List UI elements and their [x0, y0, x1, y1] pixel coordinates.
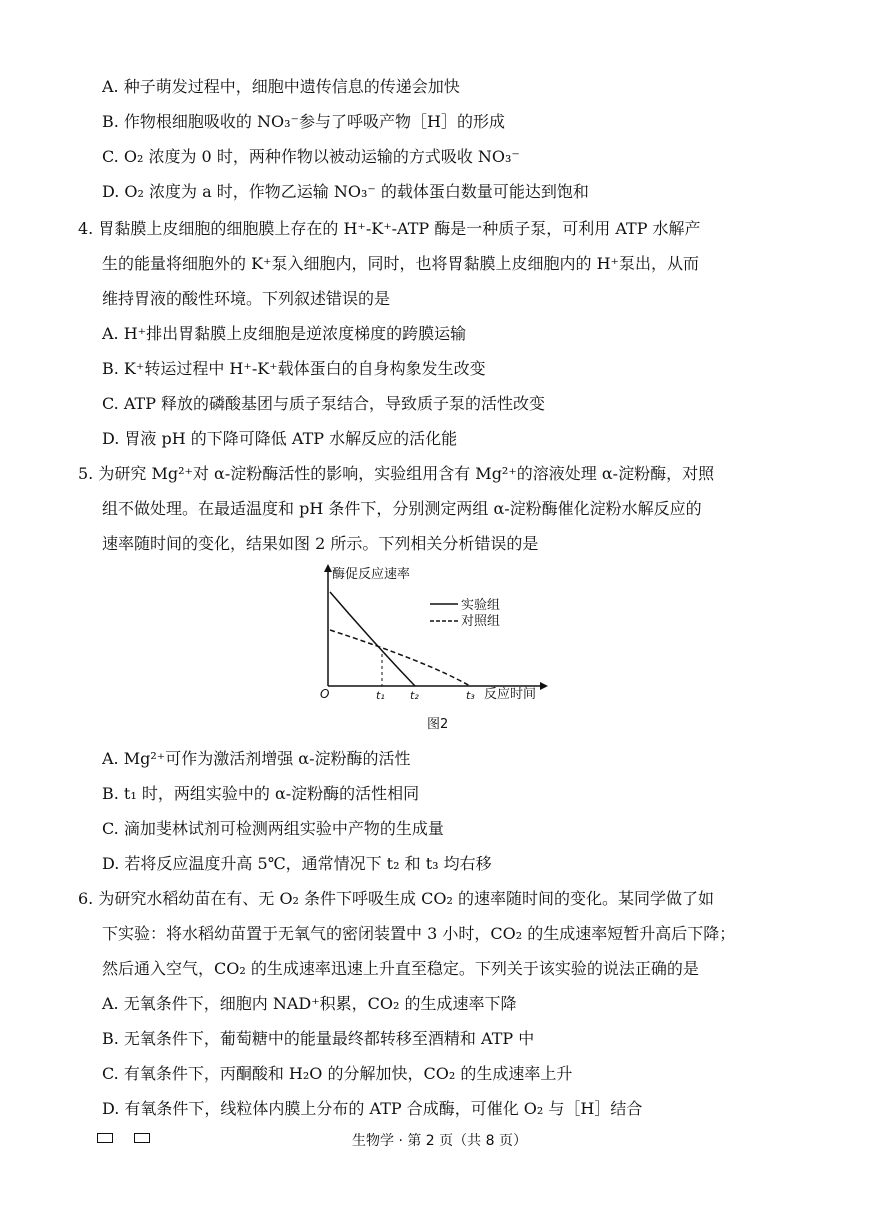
y-axis-arrow [324, 564, 332, 572]
x-axis-arrow [540, 682, 548, 690]
text-line: D. O₂ 浓度为 a 时，作物乙运输 NO₃⁻ 的载体蛋白数量可能达到饱和 [102, 182, 589, 201]
text-line: B. 作物根细胞吸收的 NO₃⁻参与了呼吸产物［H］的形成 [102, 112, 505, 131]
text-line: 4. 胃黏膜上皮细胞的细胞膜上存在的 H⁺-K⁺-ATP 酶是一种质子泵，可利用 ATP 水解产 [78, 219, 701, 238]
legend-control: 对照组 [461, 614, 501, 629]
text-line: 组不做处理。在最适温度和 pH 条件下，分别测定两组 α-淀粉酶催化淀粉水解反应的 [102, 499, 702, 518]
legend-experimental: 实验组 [461, 598, 501, 613]
text-line: C. O₂ 浓度为 0 时，两种作物以被动运输的方式吸收 NO₃⁻ [102, 147, 520, 166]
text-line: C. ATP 释放的磷酸基团与质子泵结合，导致质子泵的活性改变 [102, 394, 546, 413]
text-line: D. 胃液 pH 的下降可降低 ATP 水解反应的活化能 [102, 429, 458, 448]
text-line: 维持胃液的酸性环境。下列叙述错误的是 [102, 289, 391, 308]
experimental-curve [330, 592, 415, 686]
text-line: A. 种子萌发过程中，细胞中遗传信息的传递会加快 [102, 77, 460, 96]
text-line: 5. 为研究 Mg²⁺对 α-淀粉酶活性的影响，实验组用含有 Mg²⁺的溶液处理 α-淀粉酶，对照 [78, 464, 715, 483]
footer-box-right [134, 1133, 150, 1143]
text-line: C. 有氧条件下，丙酮酸和 H₂O 的分解加快，CO₂ 的生成速率上升 [102, 1064, 573, 1083]
y-axis-label: 酶促反应速率 [332, 567, 411, 582]
text-line: 速率随时间的变化，结果如图 2 所示。下列相关分析错误的是 [102, 534, 539, 553]
x-axis-label: 反应时间 [484, 687, 537, 702]
text-line: D. 有氧条件下，线粒体内膜上分布的 ATP 合成酶，可催化 O₂ 与［H］结合 [102, 1099, 643, 1118]
text-line: B. t₁ 时，两组实验中的 α-淀粉酶的活性相同 [102, 784, 420, 803]
text-line: A. H⁺排出胃黏膜上皮细胞是逆浓度梯度的跨膜运输 [102, 324, 467, 343]
page-footer: 生物学 · 第 2 页（共 8 页） [352, 1133, 527, 1149]
control-curve [330, 630, 470, 686]
text-line: A. 无氧条件下，细胞内 NAD⁺积累，CO₂ 的生成速率下降 [102, 994, 517, 1013]
text-line: 然后通入空气，CO₂ 的生成速率迅速上升直至稳定。下列关于该实验的说法正确的是 [102, 959, 699, 978]
text-line: D. 若将反应温度升高 5℃，通常情况下 t₂ 和 t₃ 均右移 [102, 854, 492, 873]
t1-label: t₁ [376, 689, 385, 702]
t3-label: t₃ [466, 689, 475, 702]
origin-label: O [320, 687, 330, 701]
text-line: 下实验：将水稻幼苗置于无氧气的密闭装置中 3 小时，CO₂ 的生成速率短暂升高后下降； [102, 924, 736, 943]
footer-box-left [97, 1133, 113, 1143]
t2-label: t₂ [410, 689, 419, 702]
text-line: B. K⁺转运过程中 H⁺-K⁺载体蛋白的自身构象发生改变 [102, 359, 486, 378]
text-line: A. Mg²⁺可作为激活剂增强 α-淀粉酶的活性 [102, 749, 411, 768]
text-line: 生的能量将细胞外的 K⁺泵入细胞内，同时，也将胃黏膜上皮细胞内的 H⁺泵出，从而 [102, 254, 699, 273]
figure-2-chart [318, 562, 558, 712]
text-line: 6. 为研究水稻幼苗在有、无 O₂ 条件下呼吸生成 CO₂ 的速率随时间的变化。某同学做了如 [78, 889, 715, 908]
text-line: B. 无氧条件下，葡萄糖中的能量最终都转移至酒精和 ATP 中 [102, 1029, 535, 1048]
figure-caption: 图2 [427, 717, 449, 732]
text-line: C. 滴加斐林试剂可检测两组实验中产物的生成量 [102, 819, 444, 838]
